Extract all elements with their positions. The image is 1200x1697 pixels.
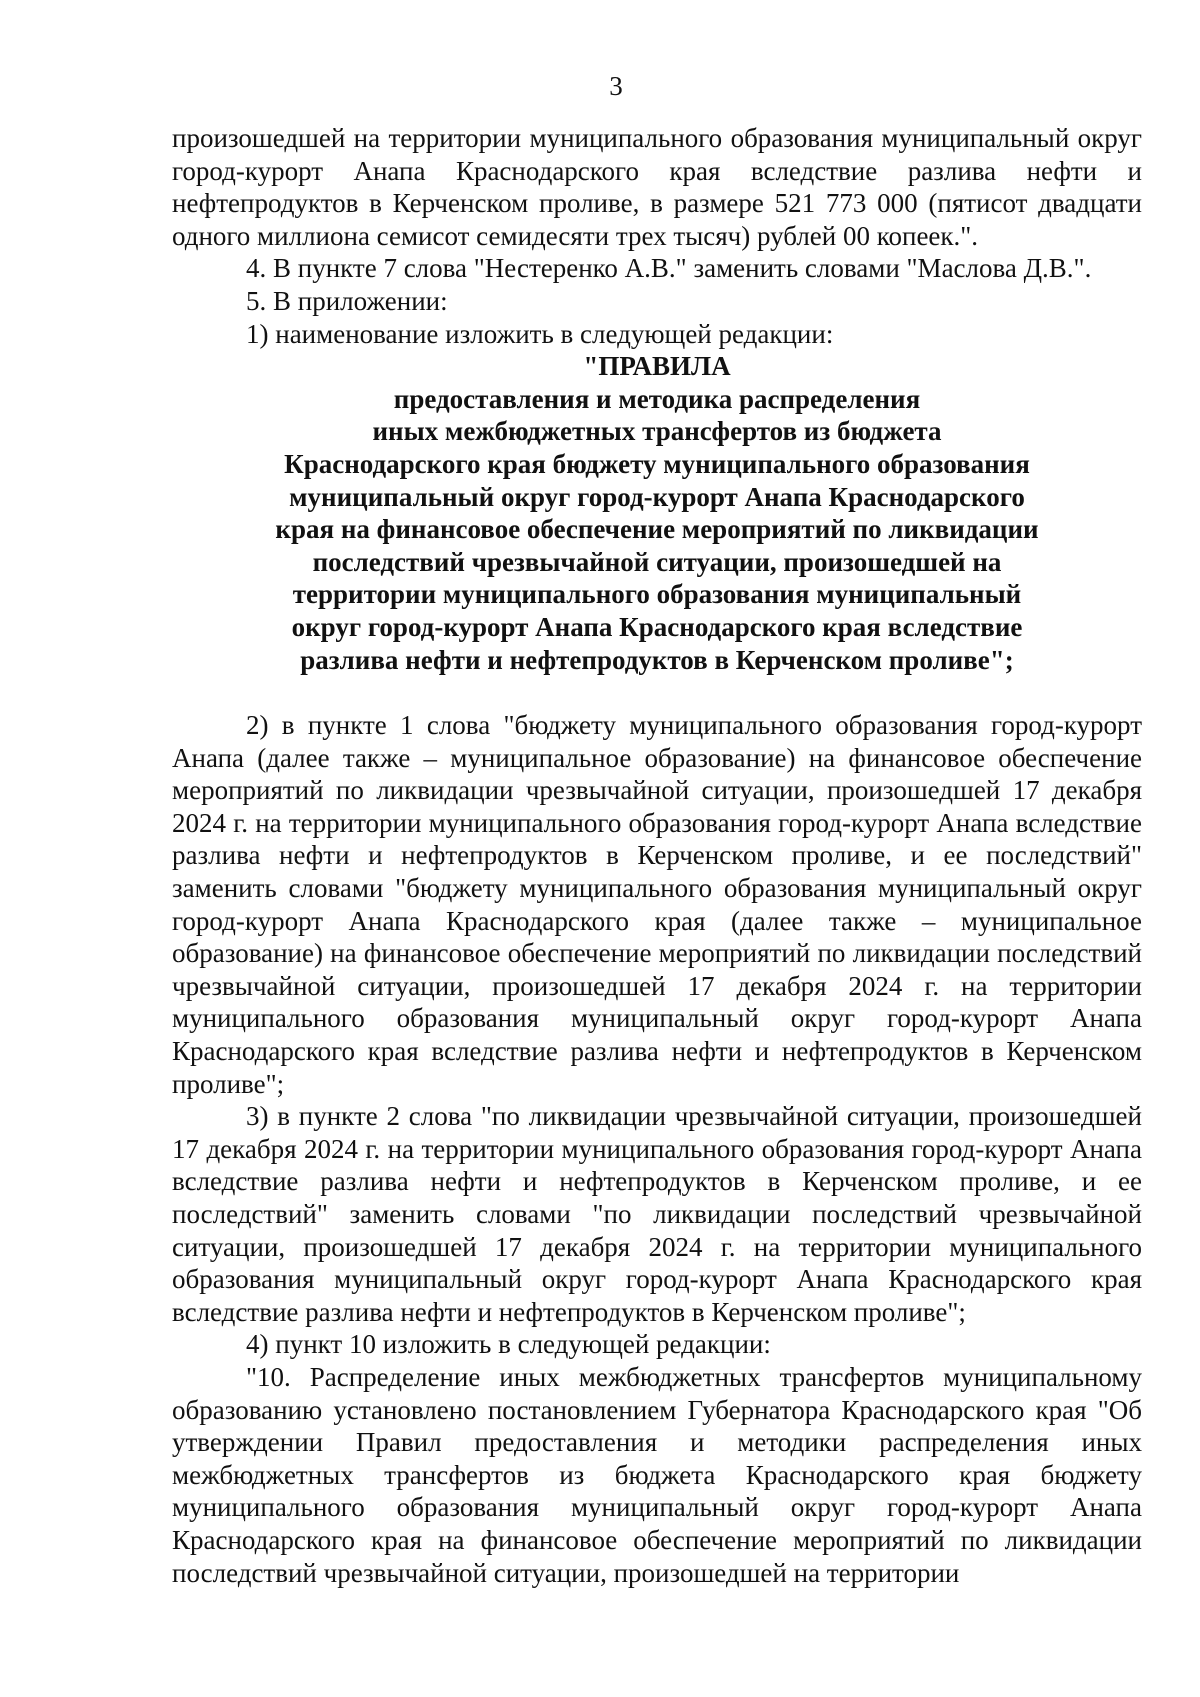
paragraph-continuation: произошедшей на территории муниципального образования муниципальный округ город-курорт Анапа Краснодарского края вследствие разлива нефти и нефтепродуктов в Керченском проливе, в размере 521 773 000 (пятисот двадцати одного миллиона семисот семидесяти трех тысяч) рублей 00 копеек.". <box>172 123 1142 251</box>
spacer <box>172 676 1142 709</box>
document-body <box>172 122 1142 1589</box>
paragraph-subitem-2: 2) в пункте 1 слова "бюджету муниципального образования город-курорт Анапа (далее также – муниципальное образование) на финансовое обеспечение мероприятий по ликвидации чрезвычайной ситуации, произошедшей 17 декабря 2024 г. на территории муниципального образования город-курорт Анапа вследствие разлива нефти и нефтепродуктов в Керченском проливе, и ее последствий" заменить словами "бюджету муниципального образования муниципальный округ город-курорт Анапа Краснодарского края (далее также – муниципальное образование) на финансовое обеспечение мероприятий по ликвидации последствий чрезвычайной ситуации, произошедшей 17 декабря 2024 г. на территории муниципального образования муниципальный округ город-курорт Анапа Краснодарского края вследствие разлива нефти и нефтепродуктов в Керченском проливе"; <box>172 710 1142 1099</box>
page-number: 3 <box>609 71 623 101</box>
paragraph-item-4: 4. В пункте 7 слова "Нестеренко А.В." заменить словами "Маслова Д.В.". <box>246 253 1092 284</box>
paragraph-subitem-4: 4) пункт 10 изложить в следующей редакции: <box>246 1329 771 1360</box>
rules-title-line: края на финансовое обеспечение мероприятий по ликвидации <box>275 514 1039 545</box>
rules-title-line: предоставления и методика распределения <box>393 383 921 414</box>
rules-title-line: территории муниципального образования муниципальный <box>292 579 1022 610</box>
paragraph-item-5: 5. В приложении: <box>246 285 448 316</box>
rules-title-line: муниципальный округ город-курорт Анапа Краснодарского <box>289 481 1025 512</box>
rules-title-line: Краснодарского края бюджету муниципального образования <box>284 448 1030 479</box>
rules-title-main: "ПРАВИЛА <box>583 351 731 382</box>
paragraph-item-10-text: "10. Распределение иных межбюджетных трансфертов муниципальному образованию установлено постановлением Губернатора Краснодарского края "Об утверждении Правил предоставления и методики распределения иных межбюджетных трансфертов из бюджета Краснодарского края бюджету муниципального образования муниципальный округ город-курорт Анапа Краснодарского края на финансовое обеспечение мероприятий по ликвидации последствий чрезвычайной ситуации, произошедшей на территории <box>172 1361 1142 1588</box>
rules-title <box>172 350 1142 676</box>
rules-title-line: последствий чрезвычайной ситуации, произошедшей на <box>312 546 1002 577</box>
rules-title-line: разлива нефти и нефтепродуктов в Керченском проливе"; <box>300 644 1014 675</box>
paragraph-subitem-3: 3) в пункте 2 слова "по ликвидации чрезвычайной ситуации, произошедшей 17 декабря 2024 г. на территории муниципального образования город-курорт Анапа вследствие разлива нефти и нефтепродуктов в Керченском проливе, и ее последствий" заменить словами "по ликвидации последствий чрезвычайной ситуации, произошедшей 17 декабря 2024 г. на территории муниципального образования муниципальный округ город-курорт Анапа Краснодарского края вследствие разлива нефти и нефтепродуктов в Керченском проливе"; <box>172 1101 1142 1327</box>
rules-title-line: округ город-курорт Анапа Краснодарского края вследствие <box>291 611 1023 642</box>
rules-title-line: иных межбюджетных трансфертов из бюджета <box>372 416 942 447</box>
paragraph-subitem-1: 1) наименование изложить в следующей редакции: <box>246 318 834 349</box>
